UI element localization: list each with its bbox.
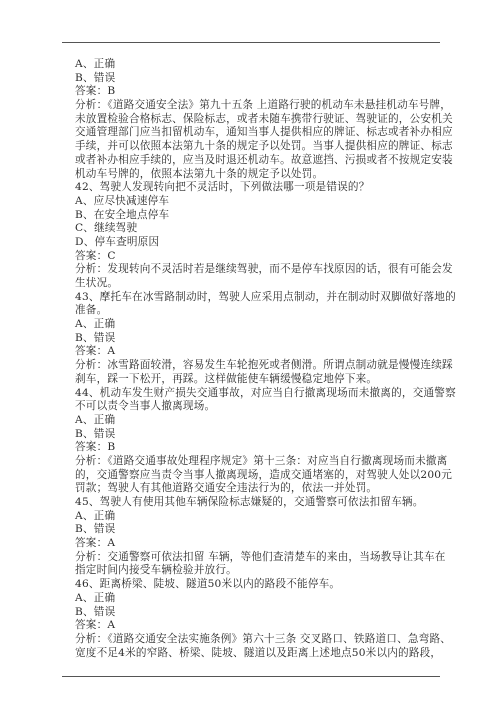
text-line: A、正确 xyxy=(75,591,116,604)
text-line: 不可以责令当事人撤离现场。 xyxy=(75,400,216,413)
text-line: 分析：冰雪路面较滑，容易发生车轮抱死或者侧滑。所谓点制动就是慢慢连续踩 xyxy=(75,359,453,372)
text-line: 指定时间内接受车辆检验并放行。 xyxy=(75,564,237,577)
text-line: A、正确 xyxy=(75,509,116,522)
text-line: 手续，并可以依照本法第九十条的规定予以处罚。当事人提供相应的牌证、标志 xyxy=(75,140,453,153)
text-line: 分析：交通警察可依法扣留 车辆，等他们查清楚车的来由，当场教导让其车在 xyxy=(75,550,446,563)
text-line: B、错误 xyxy=(75,331,116,344)
text-line: 宽度不足4米的窄路、桥梁、陡坡、隧道以及距离上述地点50米以内的路段， xyxy=(75,646,442,659)
text-line: 分析：《道路交通事故处理程序规定》第十三条：对应当自行撤离现场而未撤离 xyxy=(75,454,448,467)
text-line: 分析：《道路交通安全法》第九十五条 上道路行驶的机动车未悬挂机动车号牌， xyxy=(75,99,452,112)
text-line: 答案：A xyxy=(75,345,116,358)
bottom-border-line xyxy=(62,676,440,677)
text-line: 答案：B xyxy=(75,441,116,454)
text-line: 42、驾驶人发现转向把不灵活时，下列做法哪一项是错误的？ xyxy=(75,181,370,194)
text-line: B、错误 xyxy=(75,71,116,84)
text-line: 或者补办相应手续的，应当及时退还机动车。故意遮挡、污损或者不按规定安装 xyxy=(75,153,453,166)
text-line: 刹车，踩一下松开，再踩。这样做能使车辆缓慢稳定地停下来。 xyxy=(75,372,378,385)
top-border-line xyxy=(62,42,440,43)
text-line: B、在安全地点停车 xyxy=(75,208,170,221)
text-line: A、应尽快减速停车 xyxy=(75,194,170,207)
text-line: 答案：C xyxy=(75,249,116,262)
text-line: 准备。 xyxy=(75,304,108,317)
text-line: D、停车查明原因 xyxy=(75,235,160,248)
text-line: 45、驾驶人有使用其他车辆保险标志嫌疑的，交通警察可依法扣留车辆。 xyxy=(75,496,424,508)
text-line: 生状况。 xyxy=(75,277,119,289)
text-line: A、正确 xyxy=(75,413,116,426)
text-line: 答案：B xyxy=(75,85,116,98)
text-line: 答案：A xyxy=(75,619,116,632)
text-line: 分析：《道路交通安全法实施条例》第六十三条 交叉路口、铁路道口、急弯路、 xyxy=(75,632,452,645)
document-body xyxy=(75,58,456,660)
text-line: B、错误 xyxy=(75,523,116,536)
text-line: 43、摩托车在冰雪路制动时，驾驶人应采用点制动，并在制动时双脚做好落地的 xyxy=(75,290,456,303)
text-line: 44、机动车发生财产损失交通事故，对应当自行撤离现场而未撤离的，交通警察 xyxy=(75,386,456,399)
text-line: A、正确 xyxy=(75,318,116,331)
text-line: 的，交通警察应当责令当事人撤离现场，造成交通堵塞的，对驾驶人处以200元 xyxy=(75,468,453,481)
text-line: 交通管理部门应当扣留机动车，通知当事人提供相应的牌证、标志或者补办相应 xyxy=(75,126,453,139)
text-line: 未放置检验合格标志、保险标志，或者未随车携带行驶证、驾驶证的，公安机关 xyxy=(75,112,453,125)
text-line: A、正确 xyxy=(75,58,116,70)
text-line: 分析：发现转向不灵活时若是继续驾驶，而不是停车找原因的话，很有可能会发 xyxy=(75,263,453,276)
text-line: 机动车号牌的，依照本法第九十条的规定予以处罚。 xyxy=(75,167,324,180)
text-line: 46、距离桥梁、陡坡、隧道50米以内的路段不能停车。 xyxy=(75,578,341,591)
text-line: 答案：A xyxy=(75,537,116,550)
text-line: 罚款；驾驶人有其他道路交通安全违法行为的，依法一并处罚。 xyxy=(75,482,378,495)
text-line: B、错误 xyxy=(75,605,116,618)
text-line: C、继续驾驶 xyxy=(75,222,138,235)
text-line: B、错误 xyxy=(75,427,116,440)
